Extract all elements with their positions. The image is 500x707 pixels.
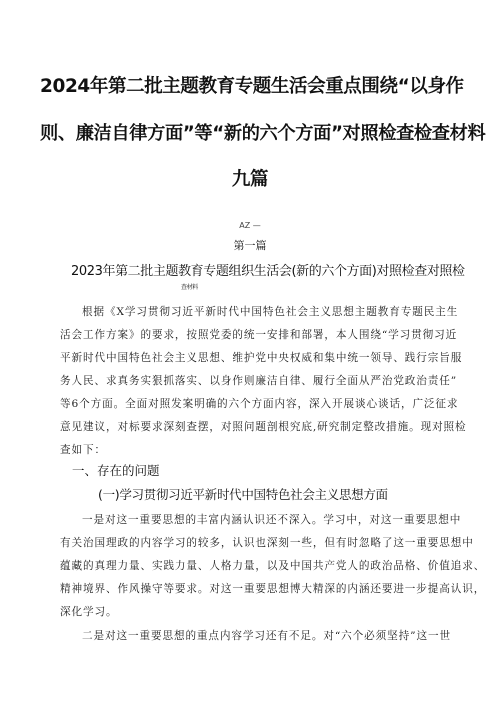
intro-line-2: 活会工作方案》的要求，按照党委的统一安排和部署，本人围绕“学习贯彻习近 <box>60 329 458 341</box>
intro-line-6: 意见建议，对标要求深刻查摆，对照问题剖根究底,研究制定整改措施。现对照检 <box>60 421 467 433</box>
catalog-mark: AZ — <box>239 221 261 230</box>
article-title-line-1: 2023年第二批主题教育专题组织生活会(新的六个方面)对照检查对照检 <box>71 264 465 279</box>
para1-line-2: 有关治国理政的内容学习的较多，认识也深刻一些，但有时忽略了这一重要思想中 <box>60 537 474 549</box>
part-label: 第一篇 <box>233 239 267 252</box>
section-heading: 一、存在的问题 <box>72 463 160 478</box>
intro-line-7: 查如下： <box>60 444 106 456</box>
intro-line-1: 根据《X学习贯彻习近平新时代中国特色社会主义思想主题教育专题民主生 <box>82 306 459 318</box>
para1-line-5: 深化学习。 <box>60 606 118 618</box>
para1-line-4: 精神境界、作风操守等要求。对这一重要思想博大精深的内涵还要进一步提高认识， <box>60 583 486 595</box>
intro-line-5: 等6个方面。全面对照发案明确的六个方面内容，深入开展谈心谈话，广泛征求 <box>60 398 459 410</box>
intro-line-3: 平新时代中国特色社会主义思想、维护党中央权威和集中统一领导、践行宗旨服 <box>60 352 463 364</box>
document-title-line-2: 则、廉洁自律方面”等“新的六个方面”对照检查检查材料 <box>40 123 486 144</box>
article-title-line-2: 查材料 <box>181 284 198 291</box>
document-title-line-3: 九篇 <box>231 169 269 190</box>
subsection-heading: (一)学习贯彻习近平新时代中国特色社会主义思想方面 <box>98 487 388 502</box>
intro-line-4: 务人民、求真务实狠抓落实、以身作则廉洁自律、履行全面从严治党政治责任” <box>60 375 458 387</box>
para1-line-3: 蕴藏的真理力量、实践力量、人格力量，以及中国共产党人的政治品格、价值追求、 <box>60 560 486 572</box>
document-title-line-1: 2024年第二批主题教育专题生活会重点围绕“以身作 <box>40 76 464 97</box>
para2-line-1: 二是对这一重要思想的重点内容学习还有不足。对“六个必须坚持”这一世 <box>82 630 451 642</box>
para1-line-1: 一是对这一重要思想的丰富内涵认识还不深入。学习中，对这一重要思想中 <box>82 514 462 526</box>
